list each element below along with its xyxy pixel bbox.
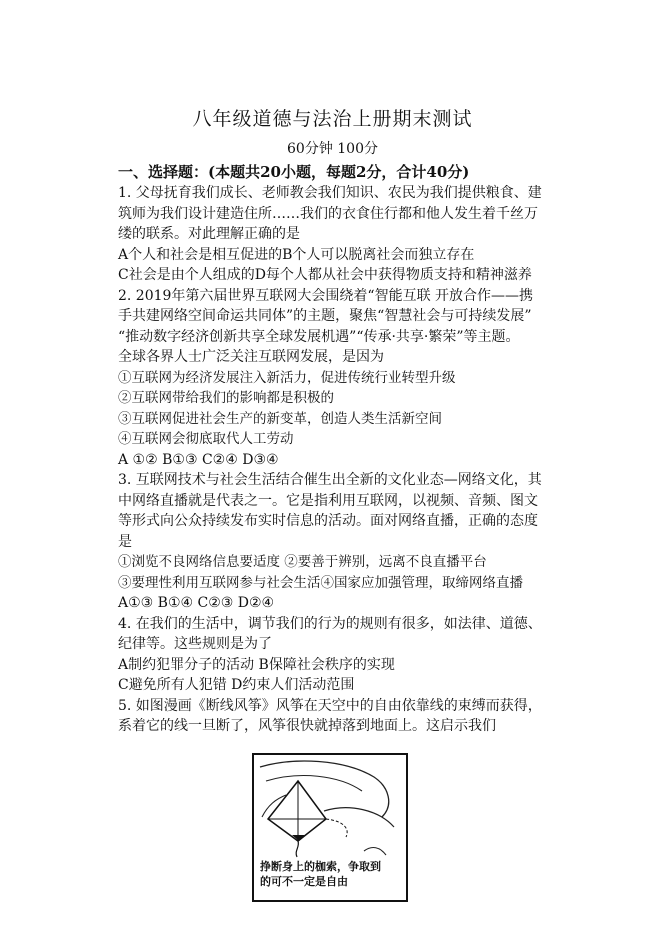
text-line: 中网络直播就是代表之一。它是指利用互联网，以视频、音频、图文 — [118, 492, 538, 509]
text-line: ③互联网促进社会生产的新变革，创造人类生活新空间 — [118, 410, 442, 427]
text-line: ①浏览不良网络信息要适度 ②要善于辨别，远离不良直播平台 — [118, 554, 487, 570]
text-line: 手共建网络空间命运共同体”的主题，聚焦“智慧社会与可持续发展” — [118, 308, 532, 324]
text-line: 筑师为我们设计建造住所……我们的衣食住行都和他人发生着千丝万 — [118, 205, 538, 222]
text-line: 等形式向公众持续发布实时信息的活动。面对网络直播，正确的态度 — [118, 513, 538, 529]
cartoon-caption — [260, 859, 381, 889]
text-line: 全球各界人士广泛关注互联网发展，是因为 — [118, 349, 384, 365]
text-line: 3. 互联网技术与社会生活结合催生出全新的文化业态—网络文化，其 — [118, 472, 542, 488]
kite-cartoon — [252, 753, 408, 902]
text-line: 纪律等。这些规则是为了 — [118, 636, 272, 652]
text-line: C社会是由个人组成的D每个人都从社会中获得物质支持和精神滋养 — [118, 267, 532, 283]
question-text — [118, 183, 558, 737]
text-line: A ①② B①③ C②④ D③④ — [118, 451, 279, 468]
text-line: A制约犯罪分子的活动 B保障社会秩序的实现 — [118, 656, 395, 673]
page-title: 八年级道德与法治上册期末测试 — [192, 108, 473, 130]
text-line: 5. 如图漫画《断线风筝》风筝在天空中的自由依靠线的束缚而获得， — [118, 697, 542, 714]
caption-line: 挣断身上的枷索，争取到 — [260, 860, 381, 873]
text-line: “推动数字经济创新共享全球发展机遇”“传承·共享·繁荣”等主题。 — [118, 328, 520, 345]
text-line: ③要理性利用互联网参与社会生活④国家应加强管理，取缔网络直播 — [118, 574, 523, 591]
exam-duration-score: 60分钟 100分 — [287, 141, 378, 157]
text-line: ①互联网为经济发展注入新活力，促进传统行业转型升级 — [118, 369, 456, 386]
text-line: 是 — [118, 533, 132, 550]
caption-line: 的可不一定是自由 — [260, 875, 348, 888]
text-line: 2. 2019年第六届世界互联网大会围绕着“智能互联 开放合作——携 — [118, 287, 534, 304]
text-line: 缕的联系。对此理解正确的是 — [118, 226, 300, 242]
text-line: 4. 在我们的生活中，调节我们的行为的规则有很多，如法律、道德、 — [118, 615, 542, 632]
text-line: A①③ B①④ C②③ D②④ — [118, 595, 275, 611]
section-heading: 一、选择题：(本题共20小题，每题2分，合计40分) — [118, 163, 470, 181]
text-line: ②互联网带给我们的影响都是积极的 — [118, 390, 334, 406]
text-line: 1. 父母抚育我们成长、老师教会我们知识、农民为我们提供粮食、建 — [118, 185, 542, 201]
text-line: 系着它的线一旦断了，风筝很快就掉落到地面上。这启示我们 — [118, 718, 496, 734]
text-line: ④互联网会彻底取代人工劳动 — [118, 431, 294, 447]
text-line: A个人和社会是相互促进的B个人可以脱离社会而独立存在 — [118, 246, 475, 263]
text-line: C避免所有人犯错 D约束人们活动范围 — [118, 677, 355, 693]
